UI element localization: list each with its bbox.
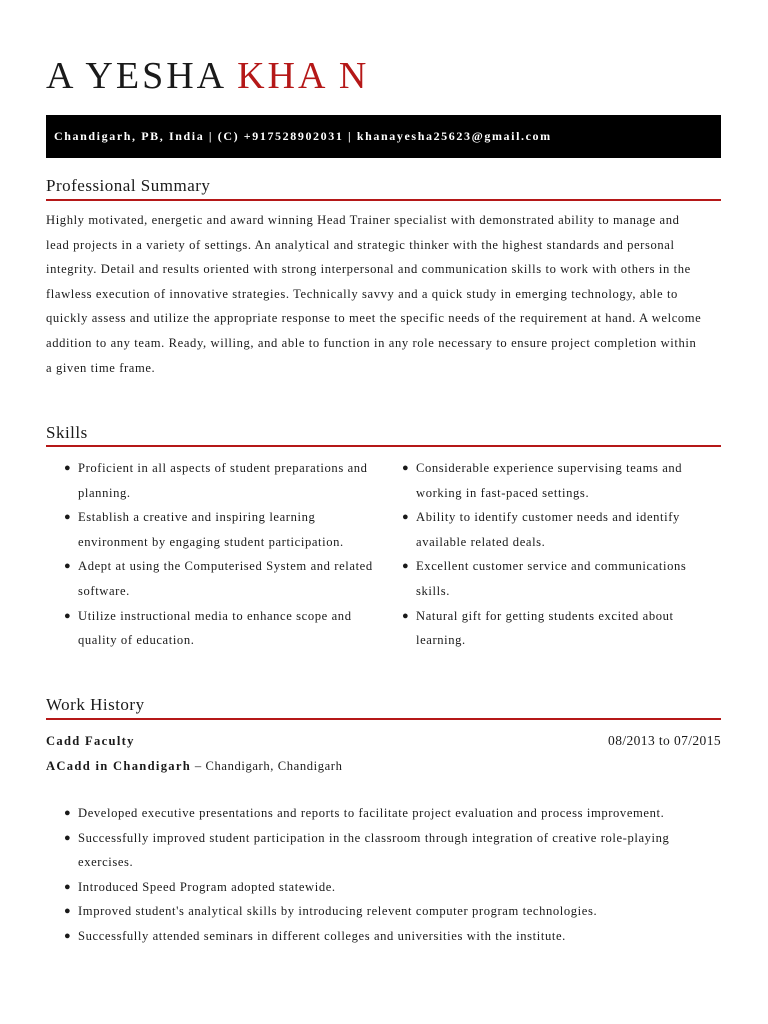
skills-list-right: [400, 456, 722, 653]
skill-text: Establish a creative and inspiring learning environment by engaging student participation.: [78, 510, 344, 549]
work-bullets: [62, 801, 722, 949]
list-item: [62, 505, 377, 554]
summary-divider: [46, 199, 721, 201]
job-company-line: [46, 756, 343, 776]
work-divider: [46, 718, 721, 720]
skill-text: Adept at using the Computerised System and related software.: [78, 559, 373, 598]
list-item: [62, 875, 722, 900]
summary-heading: Professional Summary: [46, 176, 211, 195]
list-item: [62, 456, 377, 505]
bullet-icon: ●: [64, 831, 72, 844]
list-item: [62, 899, 722, 924]
candidate-name: [46, 52, 369, 100]
work-heading: Work History: [46, 695, 145, 714]
list-item: [400, 456, 722, 505]
skill-text: Excellent customer service and communications skills.: [416, 559, 687, 598]
bullet-icon: ●: [64, 511, 72, 524]
list-item: [400, 554, 722, 603]
bullet-icon: ●: [64, 560, 72, 573]
skill-text: Proficient in all aspects of student preparations and planning.: [78, 461, 368, 500]
job-dates: 08/2013 to 07/2015: [608, 733, 721, 748]
list-item: [62, 554, 377, 603]
list-item: [400, 505, 722, 554]
bullet-icon: ●: [402, 511, 410, 524]
bullet-icon: ●: [64, 807, 72, 819]
list-item: [62, 826, 722, 875]
skills-list-left: [62, 456, 377, 653]
job-company: ACadd in Chandigarh: [46, 759, 192, 773]
work-bullet-text: Successfully attended seminars in different colleges and universities with the institute.: [78, 928, 566, 943]
bullet-icon: ●: [402, 609, 410, 622]
job-position: Cadd Faculty: [46, 734, 135, 748]
bullet-icon: ●: [64, 929, 72, 942]
skills-divider: [46, 445, 721, 447]
bullet-icon: ●: [402, 462, 410, 474]
skill-text: Utilize instructional media to enhance scope and quality of education.: [78, 608, 352, 648]
bullet-icon: ●: [64, 609, 72, 622]
work-bullet-text: Introduced Speed Program adopted statewide.: [78, 879, 336, 894]
contact-bar: Chandigarh, PB, India | (C) +917528902031 | khanayesha25623@gmail.com: [46, 115, 721, 158]
work-bullet-text: Developed executive presentations and reports to facilitate project evaluation and process improvement.: [78, 806, 665, 820]
work-bullet-text: Improved student's analytical skills by introducing relevent computer program technologies.: [78, 904, 598, 919]
list-item: [400, 604, 722, 653]
skill-text: Considerable experience supervising teams and working in fast-paced settings.: [416, 461, 683, 500]
first-name: A YESHA: [46, 55, 228, 97]
list-item: [62, 604, 377, 653]
bullet-icon: ●: [64, 880, 72, 893]
list-item: [62, 801, 722, 826]
skill-text: Natural gift for getting students excited about learning.: [416, 608, 674, 648]
bullet-icon: ●: [402, 560, 410, 573]
bullet-icon: ●: [64, 905, 72, 918]
skill-text: Ability to identify customer needs and identify available related deals.: [416, 510, 680, 549]
skills-heading: Skills: [46, 423, 88, 442]
work-bullet-text: Successfully improved student participation in the classroom through integration of creative role-playing exercises.: [78, 830, 670, 870]
bullet-icon: ●: [64, 462, 72, 474]
job-location: – Chandigarh, Chandigarh: [191, 759, 343, 773]
last-name: KHA N: [237, 55, 370, 97]
summary-text: Highly motivated, energetic and award winning Head Trainer specialist with demonstrated ability to manage and lead projects in a variety of settings. An analytical and strategic thinker with the highest standards and personal integrity. Detail and results oriented with strong interpersonal and communication skills to work with others in the flawless execution of innovative strategies. Technically savvy and a quick study in emerging technology, able to quickly assess and utilize the appropriate response to meet the specific needs of the requirement at hand. A welcome addition to any team. Ready, willing, and able to function in any role necessary to ensure project completion within a given time frame.: [46, 213, 702, 375]
list-item: [62, 924, 722, 949]
